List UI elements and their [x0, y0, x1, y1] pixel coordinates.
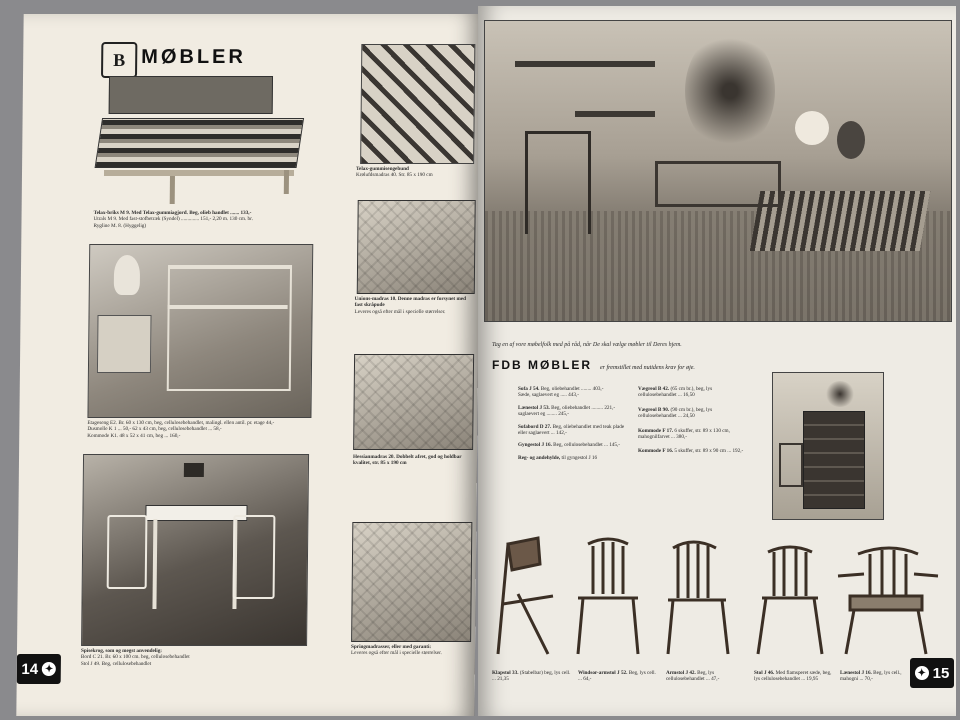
item-kommode-16: Kommode F 16. 5 skuffer, str. 89 x 90 cm ... 192,-	[638, 448, 744, 455]
page-number-right	[910, 658, 954, 688]
caption-hessian: Hessianmadras 20. Dobbelt afret, god og holdbar kvalitet, str. 85 x 190 cm	[352, 454, 462, 467]
dresser-photo	[772, 372, 884, 520]
chairs-illustration	[478, 534, 956, 664]
caption-kommode: Kommode K1. 48 x 52 x 41 cm, beg ... 160,-	[87, 432, 181, 439]
side-chair-icon	[758, 547, 822, 654]
item-reg-hylde: Reg- og andehylde, til gyngestol J 16	[518, 454, 598, 461]
caption-krolufd: Krølufdsmadras 40. Str. 85 x 190 cm	[355, 172, 433, 179]
caption-rygline: Rygline M. 8. (Hyggelig)	[93, 222, 147, 229]
fdb-logo-icon	[101, 42, 137, 78]
dining-caption	[81, 648, 307, 667]
magazine-spread	[8, 6, 952, 716]
caption-special-sizes: Leveres også efter mål i specielle størrelser.	[354, 308, 446, 315]
brand-subtitle: er fremstillet med nutidens krav for øje.	[600, 365, 695, 371]
page-number-left	[17, 654, 61, 684]
item-sofa: Sofa J 54. Beg, oliebehandlet ........ 403,- Sæde, saglaevert eg ..... 443,-	[518, 386, 604, 399]
brand-title: MØBLER	[141, 46, 247, 68]
caption-daybed: Telax-briks M 9. Med Telax-gummiagjord. Beg, olieb handlet ....... 133,-	[93, 210, 252, 216]
caption-utrals: Utrals M 9. Med fast-stofbetræk (Syndel) .............. 151,- 2,20 m. 130 cm. br.	[93, 216, 253, 223]
bunk-bed-photo	[87, 244, 313, 418]
caption-bord: Bord C 21. Br. 60 x 100 cm. beg, cellulosebehandlet	[80, 654, 190, 661]
dining-set-photo	[81, 454, 309, 646]
living-room-photo	[484, 20, 952, 322]
caption-special-sizes-2: Leveres også efter mål i specielle størrelser.	[350, 650, 442, 657]
chair-caption-5: Lænestol J 16. Beg, lys cell., mahogni ... 70,-	[840, 670, 902, 683]
armchair-icon	[668, 542, 728, 654]
rubber-webbing-photo	[360, 44, 475, 164]
item-kommode-17: Kommode F 17. 6 skuffer, str. 89 x 130 cm, mahognilfarvet ... 380,-	[638, 427, 730, 441]
chair-caption-2: Windsor-armstol J 52. Beg, lys cell. ... 64,-	[578, 670, 656, 683]
daybed-caption	[93, 210, 313, 229]
items-column-1	[518, 386, 628, 461]
right-page	[478, 6, 956, 716]
item-sofabord: Sofabord D 27. Beg, oliebehandlet med teak plade eller saglaevert ... 142,-	[518, 423, 625, 437]
page-number-text: 15	[932, 664, 950, 682]
bunk-bed-caption	[87, 420, 311, 439]
mattress-photo-2	[353, 354, 474, 450]
spring-caption	[351, 644, 469, 657]
caption-dusmolle: Dusmolle K 1 ... 50,- 62 x 43 cm, beg, cellulosebehandlet ... 58,-	[87, 426, 222, 433]
fdb-emblem-icon: ✦	[915, 666, 929, 680]
caption-etageseng: Etageseng E2. Br. 60 x 130 cm, beg, cellulosebehandlet, malingl. ellen antil. pr. etage 44,-	[87, 420, 275, 426]
webbing-caption	[356, 166, 474, 179]
items-column-2	[638, 386, 748, 455]
caption-stol: Stol J 49. Beg, cellulosebehandlet	[80, 660, 152, 667]
item-vaegreol-90: Vægreol B 90. (90 cm br.), beg, lys cellulosebehandlet ... 24,50	[638, 406, 713, 420]
chair-caption-3: Armstol J 42. Beg, lys cellulosebehandlet ... 47,-	[666, 670, 720, 683]
left-page	[16, 14, 481, 716]
fdb-mobler-title: FDB MØBLER	[492, 358, 592, 372]
lounge-chair-icon	[838, 548, 938, 654]
caption-spring: Springmadrasser, eller med garanti:	[351, 644, 432, 650]
fdb-emblem-icon: ✦	[42, 662, 56, 676]
item-vaegreol-42: Vægreol B 42. (65 cm br.), beg, lys cellulosebehandlet ... 16,50	[638, 386, 713, 399]
mattress-photo-1	[357, 200, 476, 294]
hessian-caption	[353, 454, 471, 467]
caption-spisekrog: Spisekrog, som og megst anvendelig:	[80, 648, 163, 654]
chair-caption-1: Klapstol 33. (Stabelbar) beg, lys cell. ... 21,35	[492, 670, 571, 683]
page-number-text: 14	[21, 660, 39, 678]
caption-unions: Unions-madras 10. Denne madras er forsynet med fast skråpude	[354, 296, 467, 309]
item-gyngestol: Gyngestol J 16. Beg, cellulosebehandlet ... 145,-	[518, 442, 621, 449]
intro-text: Tag en af vore møbelfolk med på råd, når De skal vælge møbler til Deres hjem.	[492, 342, 682, 348]
caption-telax: Telax-gummisengebund	[356, 166, 409, 172]
folding-chair-icon	[498, 538, 553, 654]
brand-line	[492, 356, 812, 374]
unions-caption	[355, 296, 473, 315]
mattress-photo-3	[351, 522, 472, 642]
daybed-image	[98, 76, 309, 206]
chair-caption-4: Stol J 46. Med flamsperet sæde, beg, lys cellulosebehandlet ... 19,95	[754, 670, 832, 683]
logo-letters: B	[113, 49, 126, 70]
item-laenestol: Lænestol J 53. Beg, oliebehandlet ......... 221,- saglaevert eg ........ 245,-	[518, 404, 616, 418]
windsor-armchair-icon	[578, 539, 638, 654]
